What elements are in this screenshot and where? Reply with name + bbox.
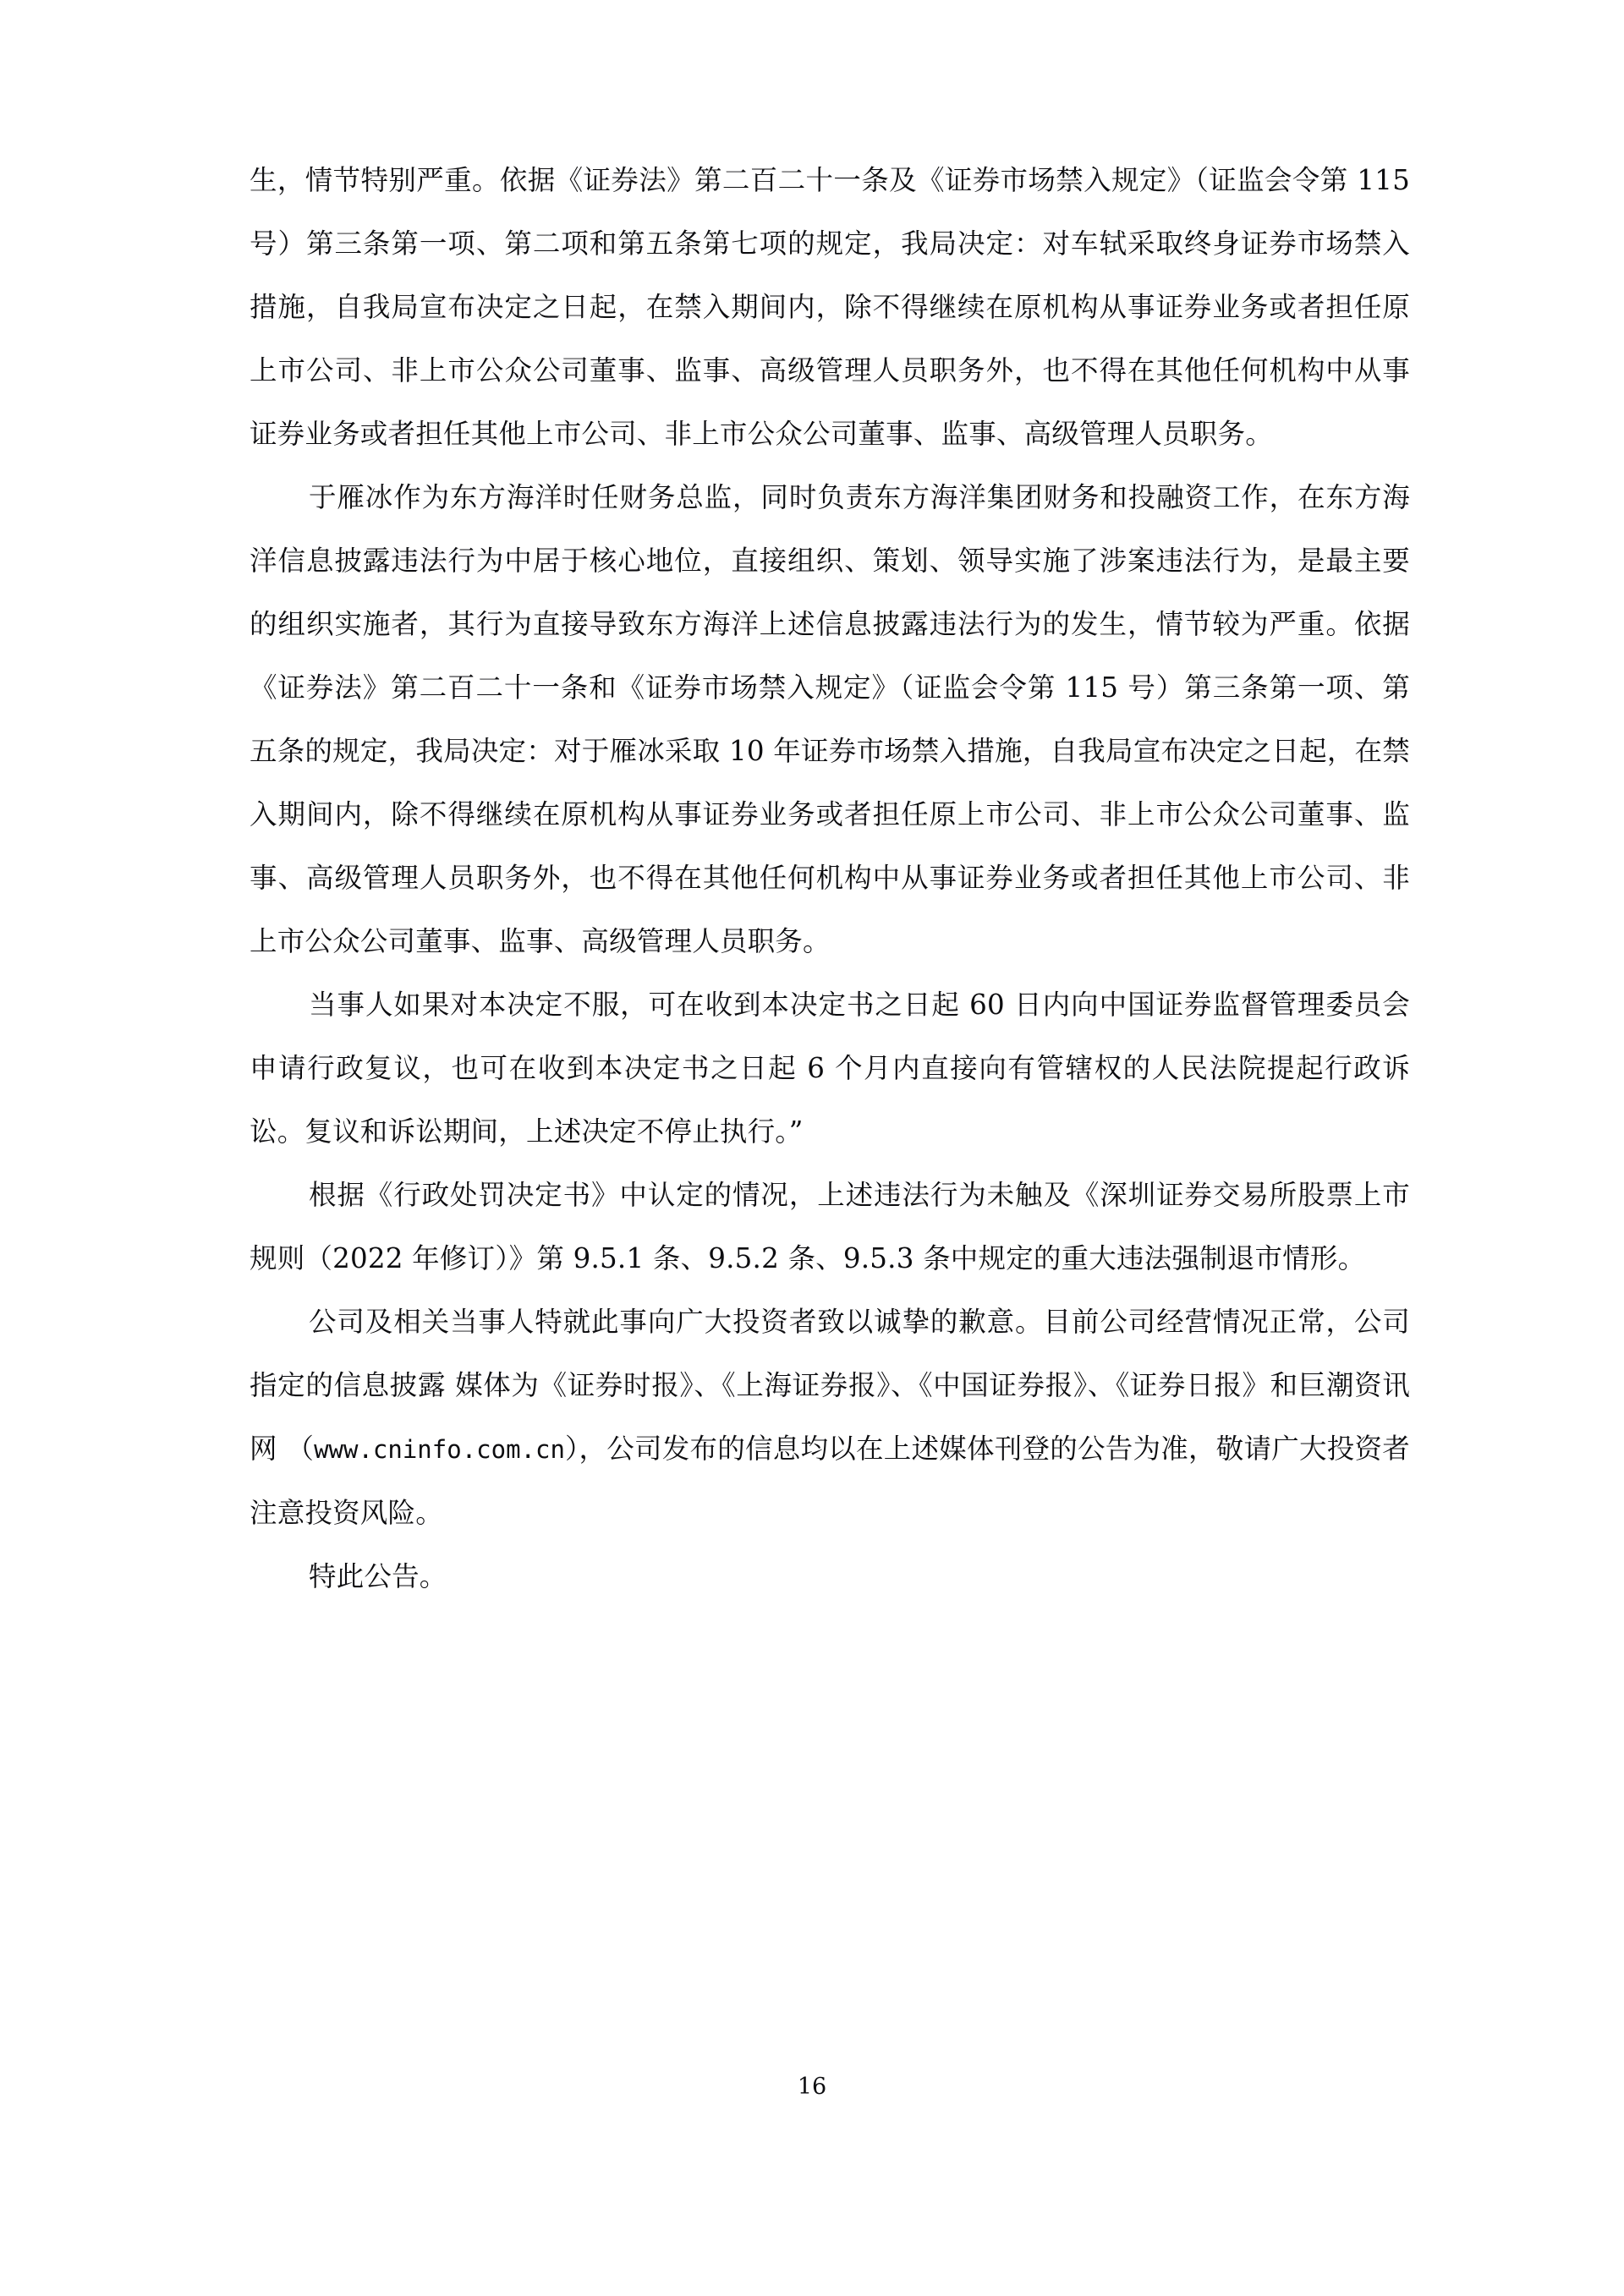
paragraph-apology <box>250 1290 1410 1545</box>
paragraph-closing: 特此公告。 <box>309 1560 447 1592</box>
cninfo-website-url: www.cninfo.com.cn <box>314 1435 565 1464</box>
paragraph-yu-yanbing: 于雁冰作为东方海洋时任财务总监，同时负责东方海洋集团财务和投融资工作，在东方海洋信息披露违法行为中居于核心地位，直接组织、策划、领导实施了涉案违法行为，是最主要的组织实施者，其行为直接导致东方海洋上述信息披露违法行为的发生，情节较为严重。依据《证券法》第二百二十一条和《证券市场禁入规定》（证监会令第 115 号）第三条第一项、第五条的规定，我局决定：对于雁冰采取 10 年证券市场禁入措施，自我局宣布决定之日起，在禁入期间内，除不得继续在原机构从事证券业务或者担任原上市公司、非上市公众公司董事、监事、高级管理人员职务外，也不得在其他任何机构中从事证券业务或者担任其他上市公司、非上市公众公司董事、监事、高级管理人员职务。 <box>250 481 1410 957</box>
apology-text-tail: ），公司发布的信息均以在上述媒体刊登的公告为准，敬请广大投资者注意投资风险。 <box>250 1433 1410 1529</box>
document-body <box>250 149 1410 1608</box>
apology-text-lead: 公司及相关当事人特就此事向广大投资者致以诚挚的歉意。目前公司经营情况正常，公司指定的信息披露 媒体为《证券时报》、《上海证券报》、《中国证券报》、《证券日报》和巨潮资讯网 （ <box>250 1306 1410 1465</box>
paragraph-delisting-rules: 根据《行政处罚决定书》中认定的情况，上述违法行为未触及《深圳证券交易所股票上市规则（2022 年修订）》第 9.5.1 条、9.5.2 条、9.5.3 条中规定的重大违法强制退市情形。 <box>250 1179 1410 1274</box>
paragraph-review-rights: 当事人如果对本决定不服，可在收到本决定书之日起 60 日内向中国证券监督管理委员会申请行政复议，也可在收到本决定书之日起 6 个月内直接向有管辖权的人民法院提起行政诉讼。复议和诉讼期间，上述决定不停止执行。” <box>250 989 1410 1148</box>
paragraph-che-shi-ban: 生，情节特别严重。依据《证券法》第二百二十一条及《证券市场禁入规定》（证监会令第 115 号）第三条第一项、第二项和第五条第七项的规定，我局决定：对车轼采取终身证券市场禁入措施，自我局宣布决定之日起，在禁入期间内，除不得继续在原机构从事证券业务或者担任原上市公司、非上市公众公司董事、监事、高级管理人员职务外，也不得在其他任何机构中从事证券业务或者担任其他上市公司、非上市公众公司董事、监事、高级管理人员职务。 <box>250 164 1410 450</box>
page-number: 16 <box>797 2074 827 2100</box>
